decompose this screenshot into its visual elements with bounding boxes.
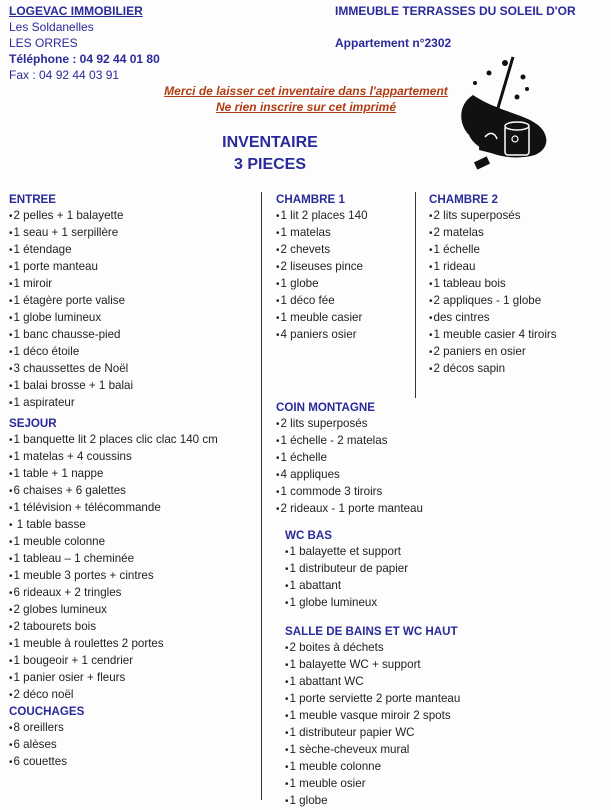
page-title: INVENTAIRE bbox=[222, 134, 318, 151]
company-phone: Téléphone : 04 92 44 01 80 bbox=[9, 52, 160, 66]
list-item-text: 2 pelles + 1 balayette bbox=[13, 209, 124, 222]
list-item-text: 8 oreillers bbox=[13, 721, 64, 734]
list-item bbox=[9, 327, 133, 344]
section-salle-de-bains bbox=[285, 624, 460, 810]
list-item-text: 1 échelle - 2 matelas bbox=[280, 434, 388, 447]
list-item-text: 1 étagère porte valise bbox=[13, 294, 126, 307]
section-chambre1 bbox=[276, 192, 368, 344]
list-item-text: 1 banquette lit 2 places clic clac 140 cm bbox=[13, 433, 218, 446]
list-item bbox=[285, 793, 460, 810]
list-item bbox=[429, 327, 557, 344]
list-item-text: 1 rideau bbox=[433, 260, 476, 273]
list-item-text: 2 globes lumineux bbox=[13, 603, 107, 616]
list-item-text: 6 alèses bbox=[13, 738, 57, 751]
list-item-text: 1 porte serviette 2 porte manteau bbox=[289, 692, 461, 705]
list-item bbox=[276, 416, 423, 433]
list-item bbox=[276, 501, 423, 518]
list-item-text: 1 abattant bbox=[289, 579, 342, 592]
list-item bbox=[9, 754, 84, 771]
list-item bbox=[9, 534, 218, 551]
list-item-text: 1 déco étoile bbox=[13, 345, 80, 358]
list-item bbox=[276, 259, 368, 276]
section-heading: COIN MONTAGNE bbox=[276, 401, 375, 414]
list-item bbox=[285, 544, 408, 561]
column-divider bbox=[261, 192, 262, 800]
list-item bbox=[276, 484, 423, 501]
list-item bbox=[429, 344, 557, 361]
list-item bbox=[9, 276, 133, 293]
list-item-text: 1 déco fée bbox=[280, 294, 335, 307]
inventory-list bbox=[285, 544, 408, 612]
list-item-text: 1 seau + 1 serpillère bbox=[13, 226, 119, 239]
list-item bbox=[276, 327, 368, 344]
section-couchages bbox=[9, 704, 84, 771]
list-item-text: 1 commode 3 tiroirs bbox=[280, 485, 383, 498]
inventory-list bbox=[9, 720, 84, 771]
list-item-text: 1 sèche-cheveux mural bbox=[289, 743, 410, 756]
list-item bbox=[276, 225, 368, 242]
list-item bbox=[285, 776, 460, 793]
list-item bbox=[9, 466, 218, 483]
list-item-text: 1 meuble colonne bbox=[289, 760, 382, 773]
list-item-text: 1 balayette et support bbox=[289, 545, 402, 558]
page-subtitle: 3 PIECES bbox=[233, 156, 307, 173]
section-heading: COUCHAGES bbox=[9, 705, 85, 718]
list-item bbox=[9, 670, 218, 687]
list-item-text: 1 meuble colonne bbox=[13, 535, 106, 548]
list-item bbox=[285, 691, 460, 708]
list-item-text: 1 panier osier + fleurs bbox=[13, 671, 126, 684]
inventory-list bbox=[429, 208, 557, 378]
list-item bbox=[285, 657, 460, 674]
list-item bbox=[276, 433, 423, 450]
section-chambre2 bbox=[429, 192, 557, 378]
list-item bbox=[285, 742, 460, 759]
list-item bbox=[9, 208, 133, 225]
list-item bbox=[429, 361, 557, 378]
list-item-text: 1 distributeur papier WC bbox=[289, 726, 415, 739]
list-item-text: 1 meuble casier 4 tiroirs bbox=[433, 328, 557, 341]
notice-line2: Ne rien inscrire sur cet imprimé bbox=[215, 100, 397, 114]
list-item bbox=[276, 450, 423, 467]
list-item-text: 1 tableau – 1 cheminée bbox=[13, 552, 135, 565]
list-item-text: 2 appliques - 1 globe bbox=[433, 294, 542, 307]
list-item-text: 2 matelas bbox=[433, 226, 484, 239]
section-heading: CHAMBRE 2 bbox=[429, 193, 498, 206]
list-item bbox=[276, 467, 423, 484]
list-item bbox=[285, 561, 408, 578]
section-sejour bbox=[9, 416, 218, 704]
column-divider bbox=[415, 192, 416, 398]
list-item-text: 2 lits superposés bbox=[280, 417, 368, 430]
list-item-text: 1 porte manteau bbox=[13, 260, 98, 273]
list-item bbox=[276, 293, 368, 310]
list-item bbox=[429, 276, 557, 293]
building-name: IMMEUBLE TERRASSES DU SOLEIL D'OR bbox=[335, 4, 576, 18]
list-item bbox=[9, 568, 218, 585]
list-item-text: 1 meuble à roulettes 2 portes bbox=[13, 637, 164, 650]
list-item bbox=[285, 725, 460, 742]
list-item-text: 1 lit 2 places 140 bbox=[280, 209, 368, 222]
list-item bbox=[9, 293, 133, 310]
list-item bbox=[9, 378, 133, 395]
list-item bbox=[9, 500, 218, 517]
list-item-text: 1 miroir bbox=[13, 277, 53, 290]
list-item bbox=[9, 361, 133, 378]
list-item bbox=[9, 720, 84, 737]
list-item bbox=[429, 208, 557, 225]
list-item bbox=[9, 432, 218, 449]
list-item bbox=[9, 687, 218, 704]
list-item bbox=[285, 578, 408, 595]
list-item-text: 6 couettes bbox=[13, 755, 68, 768]
list-item bbox=[429, 310, 557, 327]
list-item-text: 1 balayette WC + support bbox=[289, 658, 421, 671]
list-item bbox=[429, 225, 557, 242]
list-item-text: 4 appliques bbox=[280, 468, 340, 481]
list-item-text: 2 paniers en osier bbox=[433, 345, 526, 358]
list-item-text: 1 distributeur de papier bbox=[289, 562, 409, 575]
list-item bbox=[9, 259, 133, 276]
notice-line1: Merci de laisser cet inventaire dans l'appartement bbox=[164, 84, 448, 98]
list-item-text: 1 aspirateur bbox=[13, 396, 75, 409]
list-item-text: 6 chaises + 6 galettes bbox=[13, 484, 126, 497]
inventory-list bbox=[276, 416, 423, 518]
list-item-text: 1 échelle bbox=[433, 243, 480, 256]
section-wc-bas bbox=[285, 528, 408, 612]
list-item-text: 1 étendage bbox=[13, 243, 72, 256]
inventory-list bbox=[285, 640, 460, 810]
list-item bbox=[9, 449, 218, 466]
list-item bbox=[9, 619, 218, 636]
list-item-text: 1 balai brosse + 1 balai bbox=[13, 379, 134, 392]
list-item bbox=[285, 640, 460, 657]
list-item-text: 2 liseuses pince bbox=[280, 260, 364, 273]
list-item-text: 1 tableau bois bbox=[433, 277, 506, 290]
inventory-list bbox=[9, 208, 133, 412]
list-item-text: 1 matelas bbox=[280, 226, 331, 239]
list-item bbox=[9, 242, 133, 259]
section-heading: WC BAS bbox=[285, 529, 333, 542]
list-item bbox=[9, 483, 218, 500]
list-item bbox=[9, 636, 218, 653]
list-item-text: 2 rideaux - 1 porte manteau bbox=[280, 502, 423, 515]
company-name: LOGEVAC IMMOBILIER bbox=[9, 4, 143, 18]
list-item-text: 1 table + 1 nappe bbox=[13, 467, 104, 480]
list-item-text: 1 globe lumineux bbox=[13, 311, 102, 324]
list-item bbox=[9, 344, 133, 361]
list-item-text: 1 banc chausse-pied bbox=[13, 328, 121, 341]
section-heading: SEJOUR bbox=[9, 417, 57, 430]
list-item bbox=[285, 595, 408, 612]
list-item-text: des cintres bbox=[433, 311, 490, 324]
list-item bbox=[276, 208, 368, 225]
list-item bbox=[9, 395, 133, 412]
inventory-list bbox=[9, 432, 218, 704]
list-item-text: 2 déco noël bbox=[13, 688, 74, 701]
list-item bbox=[9, 602, 218, 619]
list-item bbox=[9, 653, 218, 670]
list-item-text: 1 meuble casier bbox=[280, 311, 363, 324]
list-item-text: 1 bougeoir + 1 cendrier bbox=[13, 654, 134, 667]
section-coin-montagne bbox=[276, 400, 423, 518]
company-address1: Les Soldanelles bbox=[9, 20, 94, 34]
list-item bbox=[429, 242, 557, 259]
list-item bbox=[9, 310, 133, 327]
list-item-text: 1 télévision + télécommande bbox=[13, 501, 161, 514]
section-heading: SALLE DE BAINS ET WC HAUT bbox=[285, 625, 458, 638]
list-item bbox=[285, 708, 460, 725]
inventory-list bbox=[276, 208, 368, 344]
list-item bbox=[429, 293, 557, 310]
list-item bbox=[9, 517, 218, 534]
list-item-text: 2 tabourets bois bbox=[13, 620, 97, 633]
list-item bbox=[285, 759, 460, 776]
list-item bbox=[285, 674, 460, 691]
list-item-text: 1 abattant WC bbox=[289, 675, 364, 688]
section-heading: CHAMBRE 1 bbox=[276, 193, 345, 206]
list-item-text: 1 meuble 3 portes + cintres bbox=[13, 569, 154, 582]
list-item-text: 3 chaussettes de Noël bbox=[13, 362, 129, 375]
company-address2: LES ORRES bbox=[9, 36, 78, 50]
mop-bucket-icon bbox=[455, 55, 550, 175]
list-item bbox=[276, 276, 368, 293]
list-item bbox=[276, 310, 368, 327]
list-item-text: 2 décos sapin bbox=[433, 362, 506, 375]
list-item-text: 1 globe bbox=[289, 794, 328, 807]
section-heading: ENTREE bbox=[9, 193, 57, 206]
list-item-text: 1 matelas + 4 coussins bbox=[13, 450, 132, 463]
list-item-text: 1 globe bbox=[280, 277, 319, 290]
list-item-text: 1 meuble vasque miroir 2 spots bbox=[289, 709, 451, 722]
list-item-text: 6 rideaux + 2 tringles bbox=[13, 586, 122, 599]
apartment-number: Appartement n°2302 bbox=[335, 36, 452, 50]
list-item-text: 4 paniers osier bbox=[280, 328, 357, 341]
list-item-text: 1 meuble osier bbox=[289, 777, 366, 790]
list-item bbox=[9, 737, 84, 754]
list-item bbox=[429, 259, 557, 276]
list-item-text: 1 échelle bbox=[280, 451, 327, 464]
list-item bbox=[9, 585, 218, 602]
list-item bbox=[276, 242, 368, 259]
section-entree bbox=[9, 192, 133, 412]
list-item bbox=[9, 225, 133, 242]
list-item-text: 1 table basse bbox=[13, 518, 86, 531]
list-item-text: 2 lits superposés bbox=[433, 209, 521, 222]
list-item bbox=[9, 551, 218, 568]
list-item-text: 2 chevets bbox=[280, 243, 331, 256]
company-fax: Fax : 04 92 44 03 91 bbox=[9, 68, 120, 82]
list-item-text: 2 boites à déchets bbox=[289, 641, 384, 654]
list-item-text: 1 globe lumineux bbox=[289, 596, 378, 609]
